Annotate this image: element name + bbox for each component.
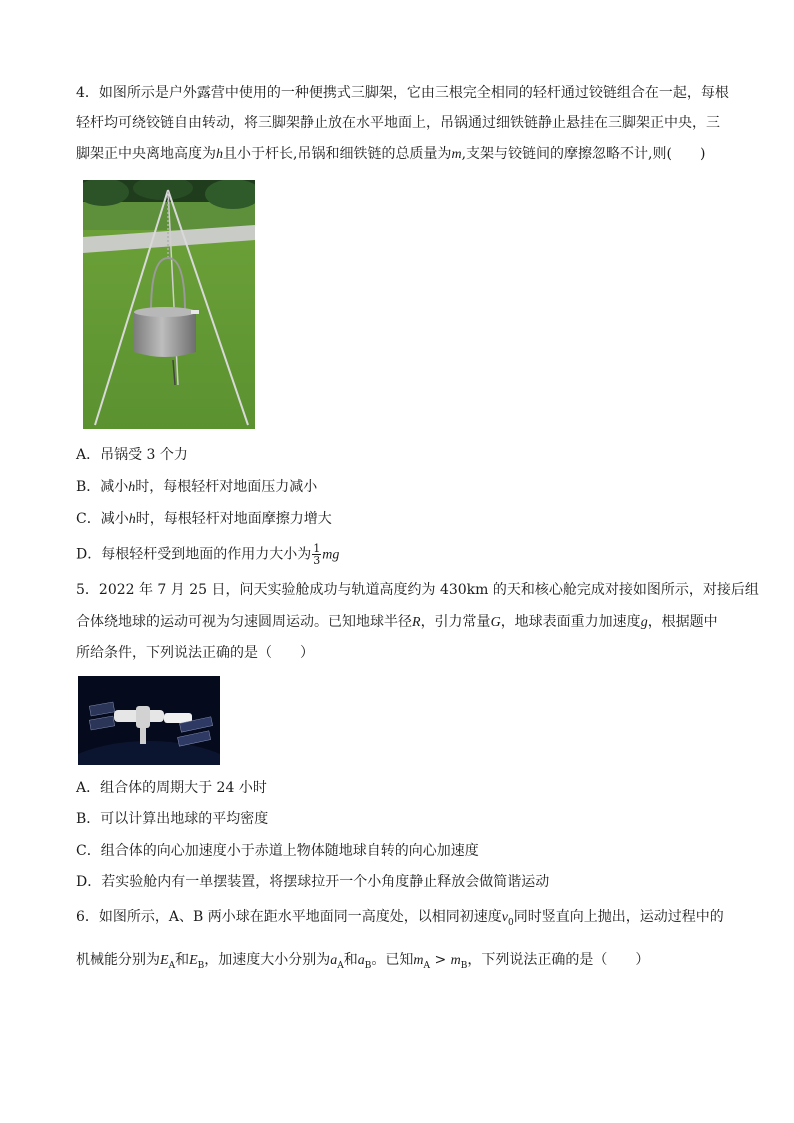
q4-line-3-text-b: 且小于杆长,吊锅和细铁链的总质量为 bbox=[223, 146, 452, 162]
q4-option-d-text-a: D．每根轻杆受到地面的作用力大小为 bbox=[76, 546, 312, 563]
q5-option-c: C．组合体的向心加速度小于赤道上物体随地球自转的向心加速度 bbox=[76, 843, 479, 859]
q5-line-2-text-b: ，引力常量 bbox=[420, 614, 491, 630]
q4-option-a: A．吊锅受 3 个力 bbox=[76, 447, 188, 463]
var-g: g bbox=[640, 615, 648, 630]
q5-option-d: D．若实验舱内有一单摆装置，将摆球拉开一个小角度静止释放会做简谐运动 bbox=[76, 874, 550, 890]
q6-line-2 bbox=[76, 950, 649, 976]
q4-option-b-text-b: 时，每根轻杆对地面压力减小 bbox=[135, 479, 318, 495]
q4-option-c bbox=[76, 509, 332, 530]
subscript-B: B bbox=[197, 960, 205, 971]
q5-option-a: A．组合体的周期大于 24 小时 bbox=[76, 780, 267, 796]
q6-line-1-text-b: 同时竖直向上抛出，运动过程中的 bbox=[513, 909, 724, 925]
subscript-A: A bbox=[423, 960, 430, 971]
q6-line-1-text-a: 6．如图所示，A、B 两小球在距水平地面同一高度处，以相同初速度 bbox=[76, 909, 502, 925]
q5-line-2-text-c: ，地球表面重力加速度 bbox=[500, 614, 641, 630]
q5-line-3: 所给条件，下列说法正确的是（ ） bbox=[76, 645, 314, 661]
q4-option-d bbox=[76, 543, 339, 566]
q4-option-c-text-b: 时，每根轻杆对地面摩擦力增大 bbox=[135, 511, 332, 527]
q4-option-c-text-a: C．减小 bbox=[76, 511, 129, 527]
var-a: a bbox=[357, 953, 365, 968]
fraction-denominator: 3 bbox=[313, 554, 321, 567]
subscript-A: A bbox=[168, 960, 176, 971]
q6-line-2-text-d: ，下列说法正确的是（ ） bbox=[467, 952, 650, 968]
q4-line-2: 轻杆均可绕铰链自由转动，将三脚架静止放在水平地面上，吊锅通过细铁链静止悬挂在三脚架正中央，三 bbox=[76, 115, 720, 131]
q4-line-3-text-a: 脚架正中央离地高度为 bbox=[76, 146, 216, 162]
var-m: m bbox=[451, 147, 462, 162]
q6-line-2-text-a: 机械能分别为 bbox=[76, 952, 160, 968]
var-h: h bbox=[128, 480, 136, 495]
subscript-B: B bbox=[364, 960, 372, 971]
q6-line-2-text-b: ，加速度大小分别为 bbox=[204, 952, 331, 968]
q4-option-b-text-a: B．减小 bbox=[76, 479, 129, 495]
q5-line-1: 5．2022 年 7 月 25 日，问天实验舱成功与轨道高度约为 430km 的天和核心舱完成对接如图所示，对接后组 bbox=[76, 582, 759, 598]
var-G: G bbox=[490, 615, 501, 630]
q6-line-2-text-c: 。已知 bbox=[371, 952, 414, 968]
q4-line-3 bbox=[76, 144, 705, 165]
q6-line-1 bbox=[76, 907, 724, 933]
q5-line-2 bbox=[76, 612, 718, 633]
fraction-one-third bbox=[312, 543, 321, 566]
var-mg: mg bbox=[322, 547, 340, 563]
q4-line-3-text-c: ,支架与铰链间的摩擦忽略不计,则( ) bbox=[461, 146, 706, 162]
q5-line-2-text-a: 合体绕地球的运动可视为匀速圆周运动。已知地球半径 bbox=[76, 614, 412, 630]
q5-option-b: B．可以计算出地球的平均密度 bbox=[76, 811, 269, 827]
subscript-A: A bbox=[337, 960, 344, 971]
var-E: E bbox=[189, 953, 198, 968]
var-m: m bbox=[450, 953, 461, 968]
var-m: m bbox=[413, 953, 424, 968]
var-h: h bbox=[128, 512, 136, 527]
q6-and-1: 和 bbox=[175, 952, 190, 968]
q6-and-2: 和 bbox=[343, 952, 358, 968]
subscript-0: 0 bbox=[507, 917, 514, 928]
var-R: R bbox=[412, 615, 421, 630]
var-v: v bbox=[501, 910, 508, 925]
q5-line-2-text-d: ，根据题中 bbox=[647, 614, 718, 630]
q4-line-1: 4．如图所示是户外露营中使用的一种便携式三脚架，它由三根完全相同的轻杆通过铰链组合在一起，每根 bbox=[76, 85, 729, 101]
fraction-numerator: 1 bbox=[313, 542, 321, 555]
q4-option-b bbox=[76, 477, 317, 498]
subscript-B: B bbox=[460, 960, 468, 971]
var-a: a bbox=[330, 953, 338, 968]
space-station-photo bbox=[78, 676, 220, 765]
var-h: h bbox=[216, 147, 223, 162]
tripod-photo bbox=[83, 180, 255, 429]
var-E: E bbox=[160, 953, 169, 968]
greater-than: > bbox=[430, 952, 451, 968]
